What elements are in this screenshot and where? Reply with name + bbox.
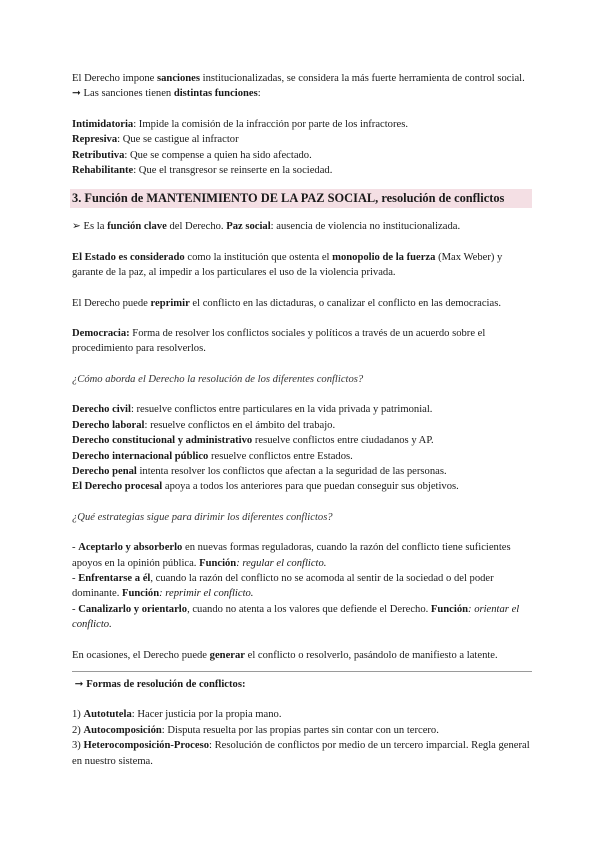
divider xyxy=(72,671,532,672)
branch-item: Derecho penal intenta resolver los conflictos que afectan a la seguridad de las personas. xyxy=(72,465,447,477)
sanction-item: Represiva: Que se castigue al infractor xyxy=(72,134,239,146)
formas-title: ➞ Formas de resolución de conflictos: xyxy=(74,678,246,690)
strategies-list xyxy=(72,540,532,632)
sanctions-list xyxy=(72,117,532,179)
document-body xyxy=(72,71,532,769)
section-heading: 3. Función de MANTENIMIENTO DE LA PAZ SOCIAL, resolución de conflictos xyxy=(70,189,532,208)
key-function-paragraph: ➢ Es la función clave del Derecho. Paz social: ausencia de violencia no institucionalizada. xyxy=(72,221,461,233)
formas-list xyxy=(72,707,532,769)
branch-item: Derecho laboral: resuelve conflictos en el ámbito del trabajo. xyxy=(72,419,336,431)
strategy-item: - Aceptarlo y absorberlo en nuevas formas reguladoras, cuando la razón del conflicto tiene suficientes apoyos en la opinión pública. Función: regular el conflicto. xyxy=(72,542,511,569)
strategy-item: - Canalizarlo y orientarlo, cuando no atenta a los valores que defiende el Derecho. Función: orientar el conflicto. xyxy=(72,603,520,631)
branch-item: El Derecho procesal apoya a todos los anteriores para que puedan conseguir sus objetivos. xyxy=(72,481,459,493)
forma-item: 2) Autocomposición: Disputa resuelta por las propias partes sin contar con un tercero. xyxy=(72,724,439,736)
sanction-item: Retributiva: Que se compense a quien ha sido afectado. xyxy=(72,149,312,161)
branches-list xyxy=(72,402,532,494)
question-heading: ¿Cómo aborda el Derecho la resolución de los diferentes conflictos? xyxy=(72,373,364,385)
democracia-paragraph: Democracia: Forma de resolver los conflictos sociales y políticos a través de un acuerdo sobre el procedimiento para resolverlos. xyxy=(72,328,486,355)
generar-paragraph: En ocasiones, el Derecho puede generar el conflicto o resolverlo, pasándolo de manifiesto a latente. xyxy=(72,649,498,661)
estado-paragraph: El Estado es considerado como la institución que ostenta el monopolio de la fuerza (Max Weber) y garante de la paz, al impedir a los particulares el uso de la violencia privada. xyxy=(72,251,503,279)
branch-item: Derecho internacional público resuelve conflictos entre Estados. xyxy=(72,450,353,462)
sanction-item: Intimidatoria: Impide la comisión de la infracción por parte de los infractores. xyxy=(72,118,408,130)
reprimir-paragraph: El Derecho puede reprimir el conflicto en las dictaduras, o canalizar el conflicto en las democracias. xyxy=(72,297,501,309)
branch-item: Derecho civil: resuelve conflictos entre particulares en la vida privada y patrimonial. xyxy=(72,404,433,416)
forma-item: 1) Autotutela: Hacer justicia por la propia mano. xyxy=(72,709,282,721)
sanction-item: Rehabilitante: Que el transgresor se reinserte en la sociedad. xyxy=(72,165,333,177)
strategy-item: - Enfrentarse a él, cuando la razón del conflicto no se acomoda al sentir de la sociedad o del poder dominante. Función: reprimir el conflicto. xyxy=(72,572,494,600)
forma-item: 3) Heterocomposición-Proceso: Resolución de conflictos por medio de un tercero imparcial. Regla general en nuestro sistema. xyxy=(72,740,530,767)
branch-item: Derecho constitucional y administrativo resuelve conflictos entre ciudadanos y AP. xyxy=(72,435,434,447)
question-heading: ¿Qué estrategias sigue para dirimir los diferentes conflictos? xyxy=(72,511,333,523)
intro-paragraph: El Derecho impone sanciones institucionalizadas, se considera la más fuerte herramienta de control social. ➞ Las sanciones tienen distintas funciones: xyxy=(72,73,525,100)
arrow-icon: ➞ xyxy=(74,678,87,690)
